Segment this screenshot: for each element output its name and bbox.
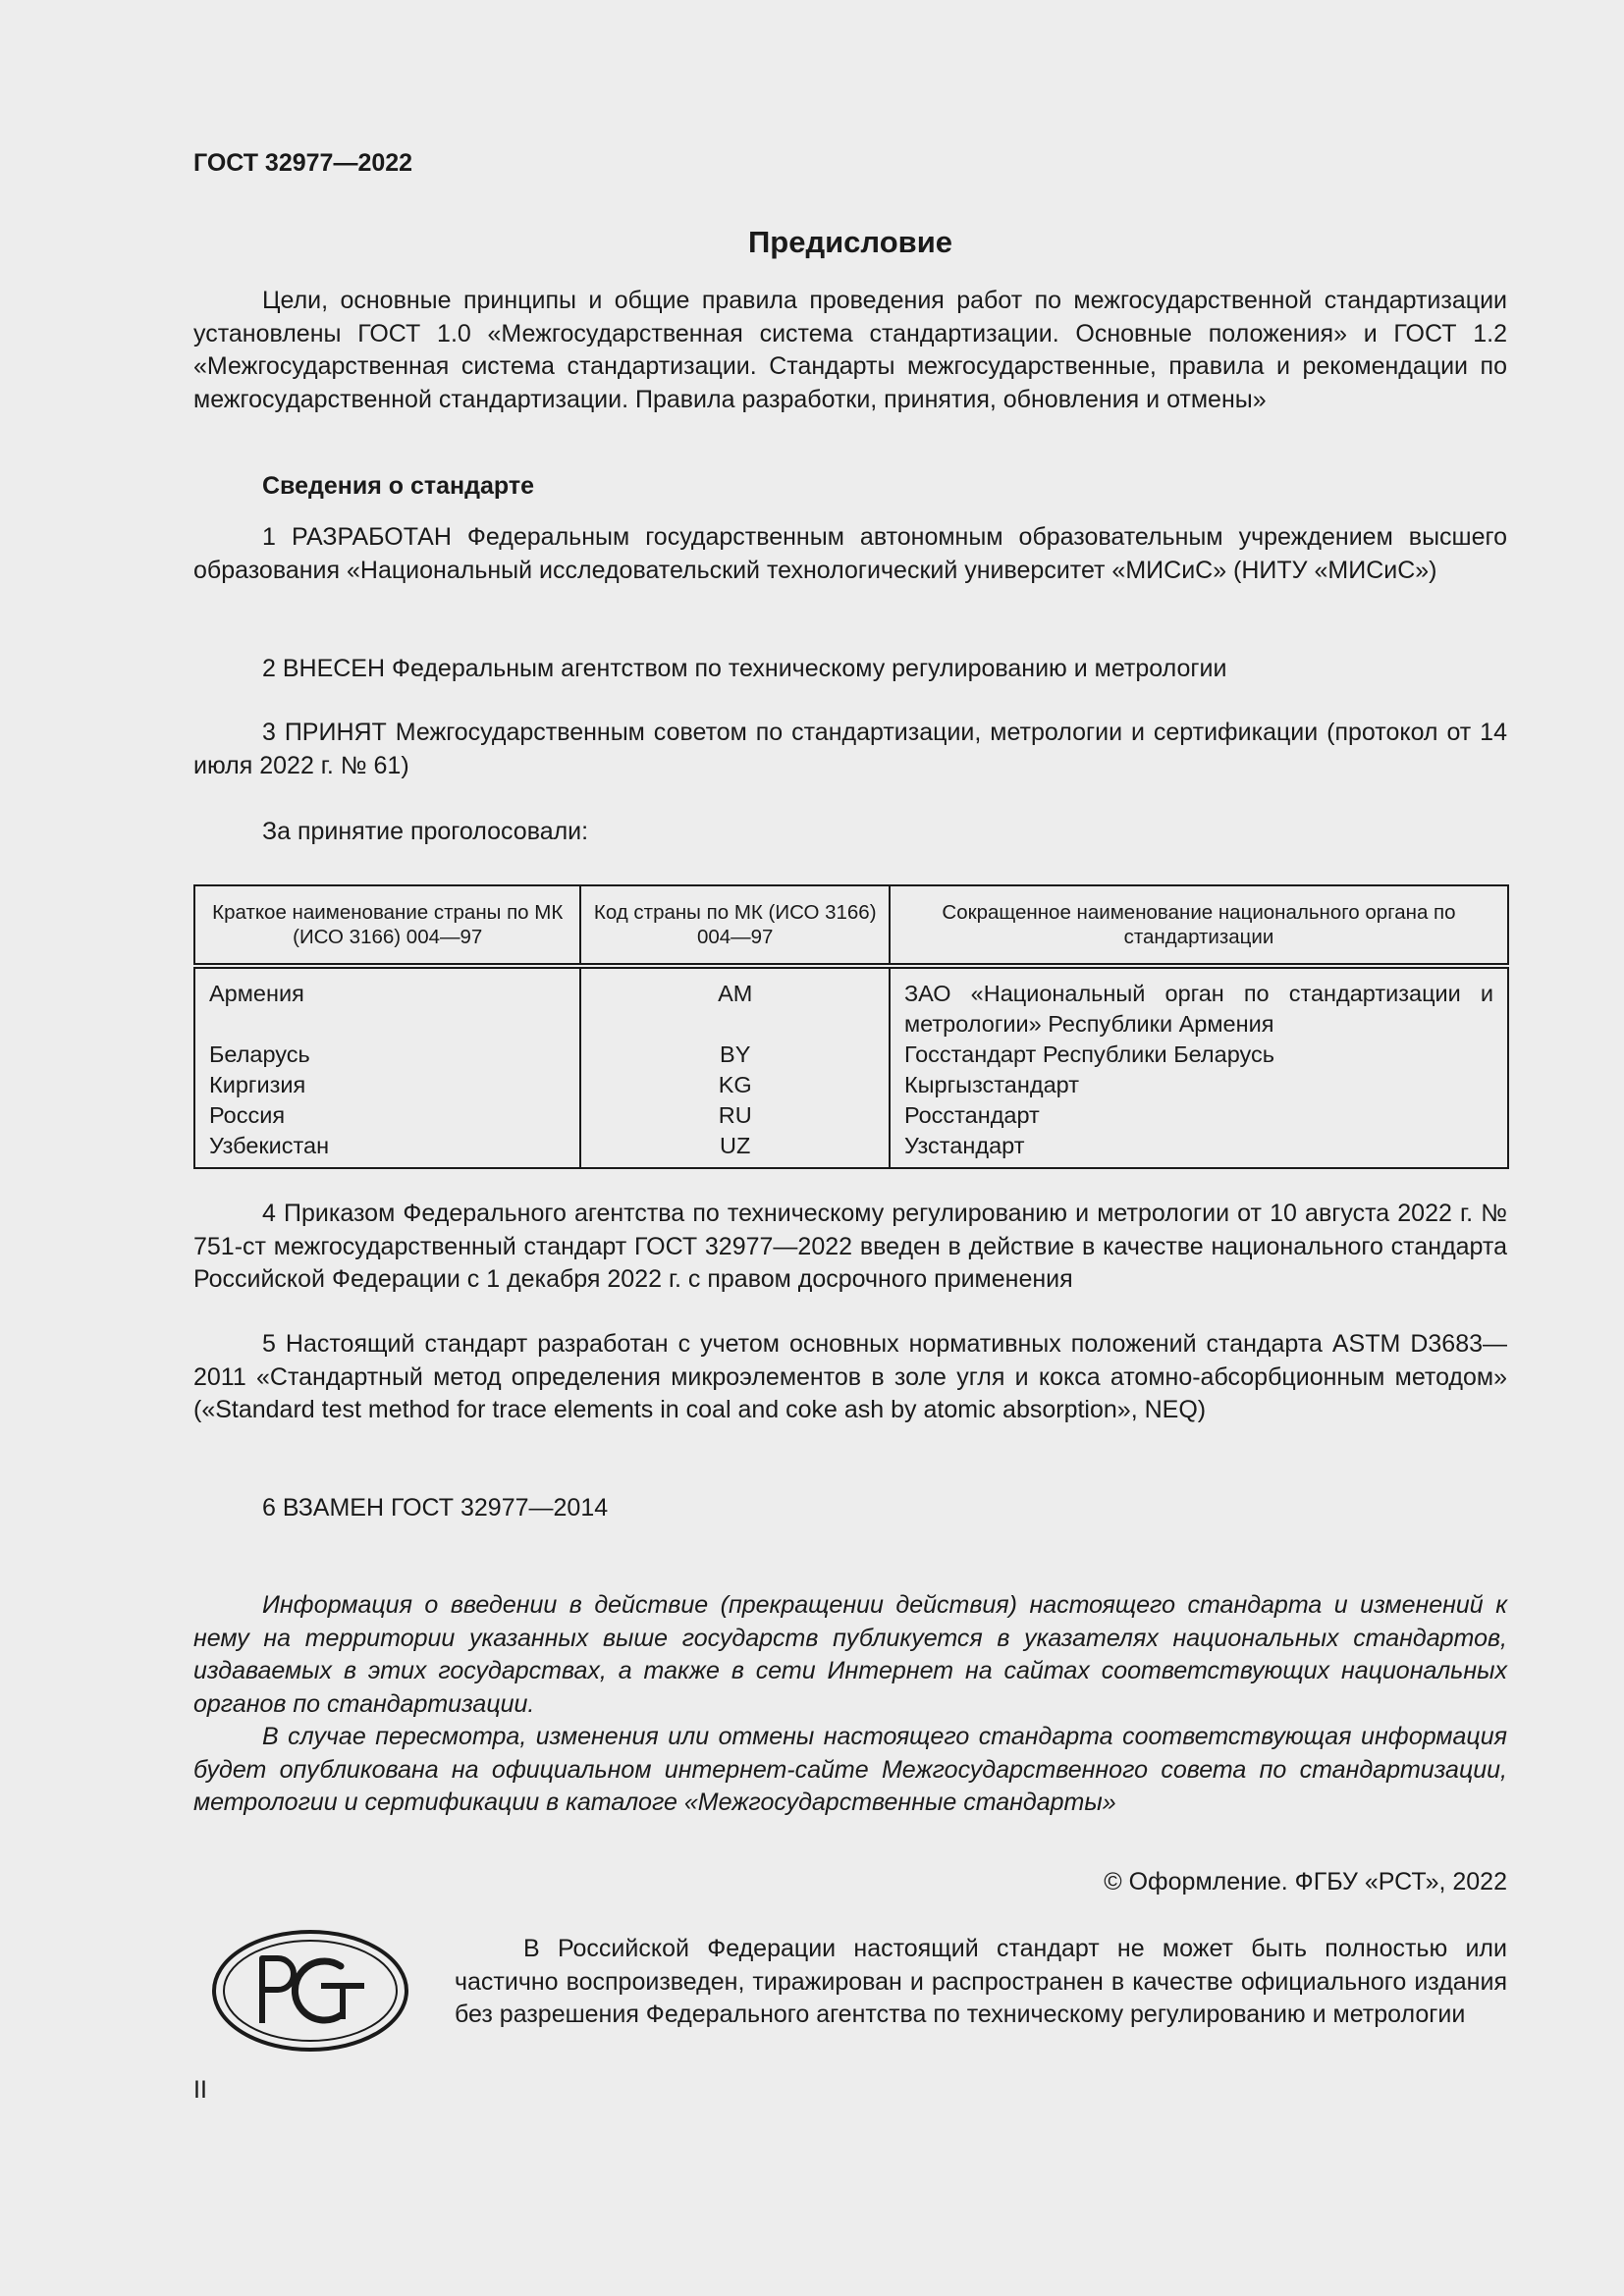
italic-note-publication: Информация о введении в действие (прекращении действия) настоящего стандарта и изменений к нему на территории указанных выше государств публикуется в указателях национальных стандартов, издаваемых в этих государствах, а также в сети Интернет на сайтах соответствующих национальных органов по стандартизации. (193, 1591, 1507, 1718)
info-heading: Сведения о стандарте (262, 472, 535, 500)
table-row (194, 1100, 1508, 1131)
cell-org: Росстандарт (890, 1100, 1508, 1131)
table-row (194, 1131, 1508, 1168)
cell-code: UZ (580, 1131, 889, 1168)
document-id-header: ГОСТ 32977—2022 (193, 149, 413, 177)
page-number: II (193, 2076, 207, 2104)
cell-org: Кыргызстандарт (890, 1070, 1508, 1100)
item-based-on: 5 Настоящий стандарт разработан с учетом основных нормативных положений стандарта ASTM D3683—2011 «Стандартный метод определения микроэлементов в золе угля и кокса атомно-абсорбционным методом» («Standard test method for trace elements in coal and coke ash by atomic absorption», NEQ) (193, 1330, 1507, 1423)
cell-country: Узбекистан (194, 1131, 580, 1168)
reproduction-notice: В Российской Федерации настоящий стандарт не может быть полностью или частично воспроизведен, тиражирован и распространен в качестве официального издания без разрешения Федерального агентства по техническому регулированию и метрологии (455, 1935, 1507, 2028)
page-title: Предисловие (747, 225, 952, 259)
voted-label: За принятие проголосовали: (262, 818, 589, 845)
col-header-country: Краткое наименование страны по МК (ИСО 3166) 004—97 (194, 885, 580, 966)
table-row (194, 966, 1508, 1040)
cell-country: Армения (194, 966, 580, 1040)
cell-code: KG (580, 1070, 889, 1100)
italic-note-revision: В случае пересмотра, изменения или отмены настоящего стандарта соответствующая информация будет опубликована на официальном интернет-сайте Межгосударственного совета по стандартизации, метрологии и сертификации в каталоге «Межгосударственные стандарты» (193, 1723, 1507, 1816)
item-introduced: 2 ВНЕСЕН Федеральным агентством по техническому регулированию и метрологии (262, 655, 1227, 682)
item-enacted: 4 Приказом Федерального агентства по техническому регулированию и метрологии от 10 августа 2022 г. № 751-ст межгосударственный стандарт ГОСТ 32977—2022 введен в действие в качестве национального стандарта Российской Федерации с 1 декабря 2022 г. с правом досрочного применения (193, 1200, 1507, 1293)
col-header-code: Код страны по МК (ИСО 3166) 004—97 (580, 885, 889, 966)
item-adopted: 3 ПРИНЯТ Межгосударственным советом по стандартизации, метрологии и сертификации (протокол от 14 июля 2022 г. № 61) (193, 719, 1507, 779)
item-developed: 1 РАЗРАБОТАН Федеральным государственным автономным образовательным учреждением высшего образования «Национальный исследовательский технологический университет «МИСиС» (НИТУ «МИСиС») (193, 523, 1507, 584)
rst-certification-mark-icon (211, 1929, 409, 2057)
voting-states-table (193, 884, 1509, 1169)
cell-org: Узстандарт (890, 1131, 1508, 1168)
col-header-org: Сокращенное наименование национального органа по стандартизации (890, 885, 1508, 966)
item-replaces: 6 ВЗАМЕН ГОСТ 32977—2014 (262, 1494, 609, 1522)
intro-paragraph: Цели, основные принципы и общие правила проведения работ по межгосударственной стандартизации установлены ГОСТ 1.0 «Межгосударственная система стандартизации. Основные положения» и ГОСТ 1.2 «Межгосударственная система стандартизации. Стандарты межгосударственные, правила и рекомендации по межгосударственной стандартизации. Правила разработки, принятия, обновления и отмены» (193, 287, 1507, 413)
cell-org: ЗАО «Национальный орган по стандартизации и метрологии» Республики Армения (890, 966, 1508, 1040)
cell-code: RU (580, 1100, 889, 1131)
cell-org: Госстандарт Республики Беларусь (890, 1040, 1508, 1070)
cell-country: Киргизия (194, 1070, 580, 1100)
cell-country: Беларусь (194, 1040, 580, 1070)
copyright-line: © Оформление. ФГБУ «РСТ», 2022 (1104, 1868, 1507, 1896)
cell-code: BY (580, 1040, 889, 1070)
table-header-row (194, 885, 1508, 966)
cell-code: AM (580, 966, 889, 1040)
table-row (194, 1040, 1508, 1070)
table-row (194, 1070, 1508, 1100)
cell-country: Россия (194, 1100, 580, 1131)
